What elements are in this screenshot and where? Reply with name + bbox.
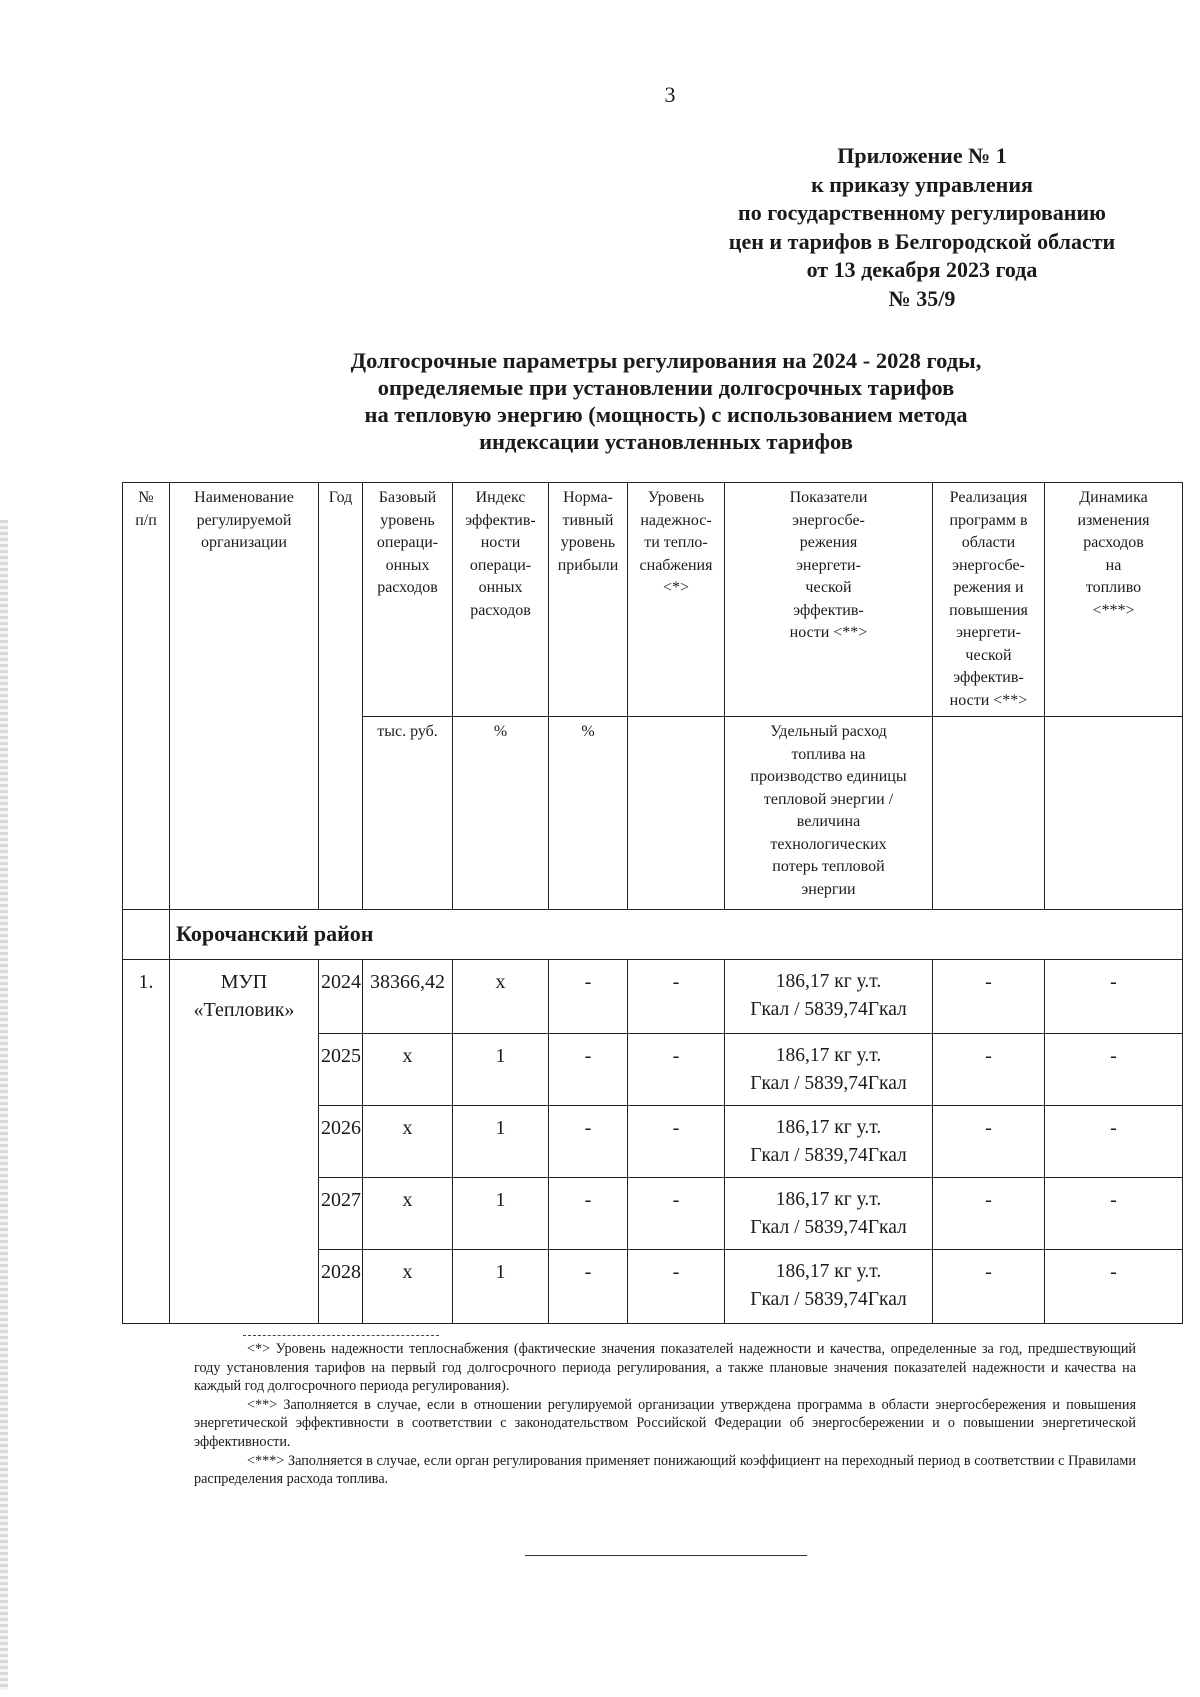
- header-efficiency-index: Индекс эффектив- ности операци- онных расходов: [453, 483, 549, 717]
- title-line: Долгосрочные параметры регулирования на 2024 - 2028 годы,: [350, 348, 982, 373]
- row-energy-indicators: 186,17 кг у.т. Гкал / 5839,74Гкал: [725, 1178, 933, 1250]
- row-profit-level: -: [549, 1250, 628, 1324]
- header-programs: Реализация программ в области энергосбе- режения и повышения энергети- ческой эффектив- ности <**>: [933, 483, 1045, 717]
- org-number: 1.: [123, 960, 170, 1324]
- table-header-row: [123, 483, 1183, 717]
- end-rule: [525, 1555, 807, 1556]
- title-line: на тепловую энергию (мощность) с использованием метода: [364, 402, 968, 427]
- row-year: 2024: [319, 960, 363, 1034]
- header-year: Год: [319, 483, 363, 910]
- appendix-line: от 13 декабря 2023 года: [806, 257, 1038, 282]
- row-programs: -: [933, 1106, 1045, 1178]
- appendix-line: цен и тарифов в Белгородской области: [728, 228, 1116, 254]
- footnote: <***> Заполняется в случае, если орган регулирования применяет понижающий коэффициент на переходный период в соответствии с Правилами распределения расхода топлива.: [194, 1452, 1136, 1488]
- row-reliability: -: [628, 960, 725, 1034]
- row-energy-indicators: 186,17 кг у.т. Гкал / 5839,74Гкал: [725, 1106, 933, 1178]
- org-name: МУП «Тепловик»: [170, 960, 319, 1324]
- row-efficiency-index: 1: [453, 1034, 549, 1106]
- appendix-line: по государственному регулированию: [738, 200, 1106, 225]
- unit-reliability: [628, 717, 725, 910]
- title-line: индексации установленных тарифов: [479, 429, 853, 454]
- footnotes: [194, 1340, 1136, 1489]
- row-profit-level: -: [549, 960, 628, 1034]
- row-year: 2026: [319, 1106, 363, 1178]
- unit-energy-indicators: Удельный расход топлива на производство единицы тепловой энергии / величина технологических потерь тепловой энергии: [725, 717, 933, 910]
- unit-programs: [933, 717, 1045, 910]
- row-fuel-dynamics: -: [1045, 1178, 1183, 1250]
- row-reliability: -: [628, 1178, 725, 1250]
- row-efficiency-index: 1: [453, 1178, 549, 1250]
- appendix-header: [686, 142, 1158, 313]
- header-fuel-dynamics: Динамика изменения расходов на топливо <***>: [1045, 483, 1183, 717]
- unit-base-level: тыс. руб.: [363, 717, 453, 910]
- row-profit-level: -: [549, 1178, 628, 1250]
- document-title: [236, 347, 1096, 455]
- header-base-level: Базовый уровень операци- онных расходов: [363, 483, 453, 717]
- row-energy-indicators: 186,17 кг у.т. Гкал / 5839,74Гкал: [725, 960, 933, 1034]
- appendix-line: Приложение № 1: [837, 143, 1007, 168]
- row-year: 2025: [319, 1034, 363, 1106]
- row-efficiency-index: 1: [453, 1250, 549, 1324]
- unit-fuel-dynamics: [1045, 717, 1183, 910]
- row-fuel-dynamics: -: [1045, 960, 1183, 1034]
- row-reliability: -: [628, 1250, 725, 1324]
- row-profit-level: -: [549, 1034, 628, 1106]
- row-programs: -: [933, 1034, 1045, 1106]
- appendix-line: № 35/9: [888, 285, 956, 311]
- row-energy-indicators: 186,17 кг у.т. Гкал / 5839,74Гкал: [725, 1034, 933, 1106]
- title-line: определяемые при установлении долгосрочных тарифов: [377, 375, 955, 400]
- header-num: № п/п: [123, 483, 170, 910]
- parameters-table: [122, 482, 1183, 1324]
- scan-edge-artifact: [0, 520, 8, 1690]
- row-base-level: 38366,42: [363, 960, 453, 1034]
- row-fuel-dynamics: -: [1045, 1106, 1183, 1178]
- row-fuel-dynamics: -: [1045, 1250, 1183, 1324]
- row-base-level: х: [363, 1106, 453, 1178]
- table-row: [123, 960, 1183, 1034]
- region-row: [123, 910, 1183, 960]
- row-programs: -: [933, 1250, 1045, 1324]
- row-reliability: -: [628, 1034, 725, 1106]
- row-energy-indicators: 186,17 кг у.т. Гкал / 5839,74Гкал: [725, 1250, 933, 1324]
- header-profit-level: Норма- тивный уровень прибыли: [549, 483, 628, 717]
- unit-efficiency-index: %: [453, 717, 549, 910]
- row-base-level: х: [363, 1178, 453, 1250]
- row-fuel-dynamics: -: [1045, 1034, 1183, 1106]
- appendix-line: к приказу управления: [811, 171, 1033, 197]
- header-energy-indicators: Показатели энергосбе- режения энергети- ческой эффектив- ности <**>: [725, 483, 933, 717]
- row-year: 2028: [319, 1250, 363, 1324]
- page-number: 3: [664, 82, 676, 107]
- footnote: <*> Уровень надежности теплоснабжения (фактические значения показателей надежности и качества, определенные за год, предшествующий году установления тарифов на первый год долгосрочного периода регулирования, а также плановые значения показателей надежности и качества на каждый год долгосрочного периода регулирования).: [194, 1341, 1136, 1395]
- region-name: Корочанский район: [170, 910, 1183, 960]
- footnote: <**> Заполняется в случае, если в отношении регулируемой организации утверждена программа в области энергосбережения и повышения энергетической эффективности в соответствии с законодательством Российской Федерации об энергосбережении и о повышении энергетической эффективности.: [194, 1396, 1136, 1450]
- unit-profit-level: %: [549, 717, 628, 910]
- row-base-level: х: [363, 1034, 453, 1106]
- footnote-separator: [243, 1335, 439, 1336]
- row-reliability: -: [628, 1106, 725, 1178]
- row-year: 2027: [319, 1178, 363, 1250]
- header-reliability: Уровень надежнос- ти тепло- снабжения <*>: [628, 483, 725, 717]
- header-org: Наименование регулируемой организации: [170, 483, 319, 910]
- row-profit-level: -: [549, 1106, 628, 1178]
- row-programs: -: [933, 1178, 1045, 1250]
- row-efficiency-index: 1: [453, 1106, 549, 1178]
- row-programs: -: [933, 960, 1045, 1034]
- row-base-level: х: [363, 1250, 453, 1324]
- row-efficiency-index: х: [453, 960, 549, 1034]
- region-num-cell: [123, 910, 170, 960]
